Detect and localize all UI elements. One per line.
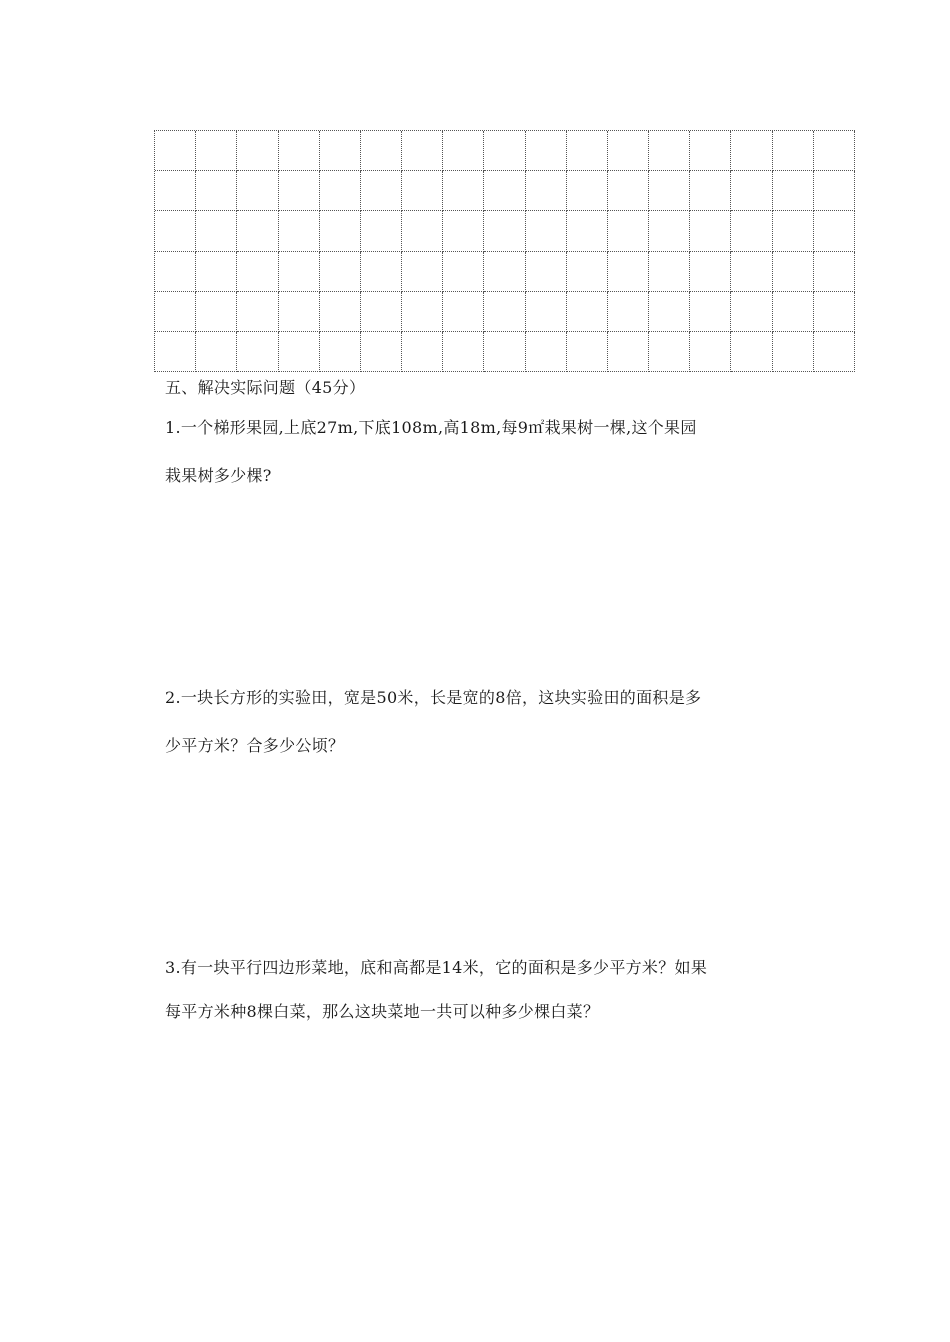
grid-cell [402,332,443,372]
grid-cell [814,211,855,251]
grid-cell [773,332,814,372]
grid-cell [814,252,855,292]
grid-cell [155,332,196,372]
problem-2-line-1: 2.一块长方形的实验田，宽是50米，长是宽的8倍，这块实验田的面积是多 [165,688,702,707]
grid-cell [814,171,855,211]
grid-cell [361,292,402,332]
grid-cell [237,252,278,292]
grid-cell [608,171,649,211]
section-heading: 五、解决实际问题（45分） [165,378,366,397]
grid-cell [690,171,731,211]
grid-cell [484,211,525,251]
grid-cell [237,292,278,332]
grid-cell [526,171,567,211]
grid-cell [361,332,402,372]
grid-cell [731,292,772,332]
problem-3-line-1: 3.有一块平行四边形菜地，底和高都是14米，它的面积是多少平方米？如果 [165,958,708,977]
grid-cell [196,292,237,332]
grid-cell [690,211,731,251]
grid-cell [279,131,320,171]
grid-cell [320,252,361,292]
grid-cell [484,332,525,372]
grid-cell [443,292,484,332]
writing-grid [154,130,855,372]
grid-cell [279,171,320,211]
grid-cell [526,292,567,332]
grid-cell [196,131,237,171]
grid-cell [155,131,196,171]
grid-cell [443,252,484,292]
grid-cell [567,211,608,251]
grid-cell [484,171,525,211]
grid-cell [649,332,690,372]
grid-cell [773,292,814,332]
grid-cell [361,211,402,251]
grid-cell [773,131,814,171]
grid-cell [443,171,484,211]
grid-cell [526,211,567,251]
problem-2-line-2: 少平方米？合多少公顷？ [165,736,345,755]
grid-cell [608,211,649,251]
problem-1-line-2: 栽果树多少棵? [165,466,272,485]
grid-cell [567,131,608,171]
grid-cell [484,252,525,292]
grid-cell [649,171,690,211]
grid-cell [361,131,402,171]
grid-cell [196,332,237,372]
grid-cell [567,292,608,332]
grid-cell [567,252,608,292]
grid-cell [731,171,772,211]
grid-cell [237,131,278,171]
grid-cell [814,332,855,372]
grid-cell [773,171,814,211]
grid-cell [443,211,484,251]
grid-cell [649,131,690,171]
grid-cell [361,252,402,292]
grid-cell [155,292,196,332]
grid-cell [814,292,855,332]
grid-cell [279,211,320,251]
grid-cell [690,252,731,292]
grid-cell [237,332,278,372]
grid-cell [443,332,484,372]
grid-cell [526,252,567,292]
grid-cell [608,252,649,292]
grid-cell [361,171,402,211]
grid-cell [731,131,772,171]
grid-cell [526,332,567,372]
grid-cell [279,332,320,372]
grid-cell [443,131,484,171]
grid-cell [608,131,649,171]
grid-cell [196,252,237,292]
grid-cell [690,131,731,171]
grid-cell [731,211,772,251]
grid-cell [773,252,814,292]
grid-cell [484,131,525,171]
grid-cell [196,211,237,251]
grid-cell [320,292,361,332]
grid-cell [320,171,361,211]
grid-cell [196,171,237,211]
grid-cell [690,292,731,332]
grid-cell [402,171,443,211]
grid-cell [608,292,649,332]
grid-cell [567,171,608,211]
grid-cell [814,131,855,171]
grid-cell [237,171,278,211]
problem-1-line-1: 1.一个梯形果园,上底27m,下底108m,高18m,每9㎡栽果树一棵,这个果园 [165,418,697,437]
grid-cell [731,252,772,292]
grid-cell [320,211,361,251]
grid-cell [649,292,690,332]
grid-cell [649,252,690,292]
problem-3-line-2: 每平方米种8棵白菜，那么这块菜地一共可以种多少棵白菜？ [165,1002,600,1021]
grid-cell [731,332,772,372]
grid-cell [279,252,320,292]
grid-cell [649,211,690,251]
grid-cell [320,332,361,372]
grid-cell [155,252,196,292]
grid-cell [402,252,443,292]
grid-cell [320,131,361,171]
grid-cell [237,211,278,251]
grid-cell [773,211,814,251]
grid-cell [526,131,567,171]
grid-cell [155,171,196,211]
grid-cell [484,292,525,332]
grid-cell [567,332,608,372]
grid-cell [402,292,443,332]
grid-cell [402,131,443,171]
grid-cell [690,332,731,372]
grid-cell [402,211,443,251]
grid-cell [608,332,649,372]
grid-cell [279,292,320,332]
grid-cell [155,211,196,251]
